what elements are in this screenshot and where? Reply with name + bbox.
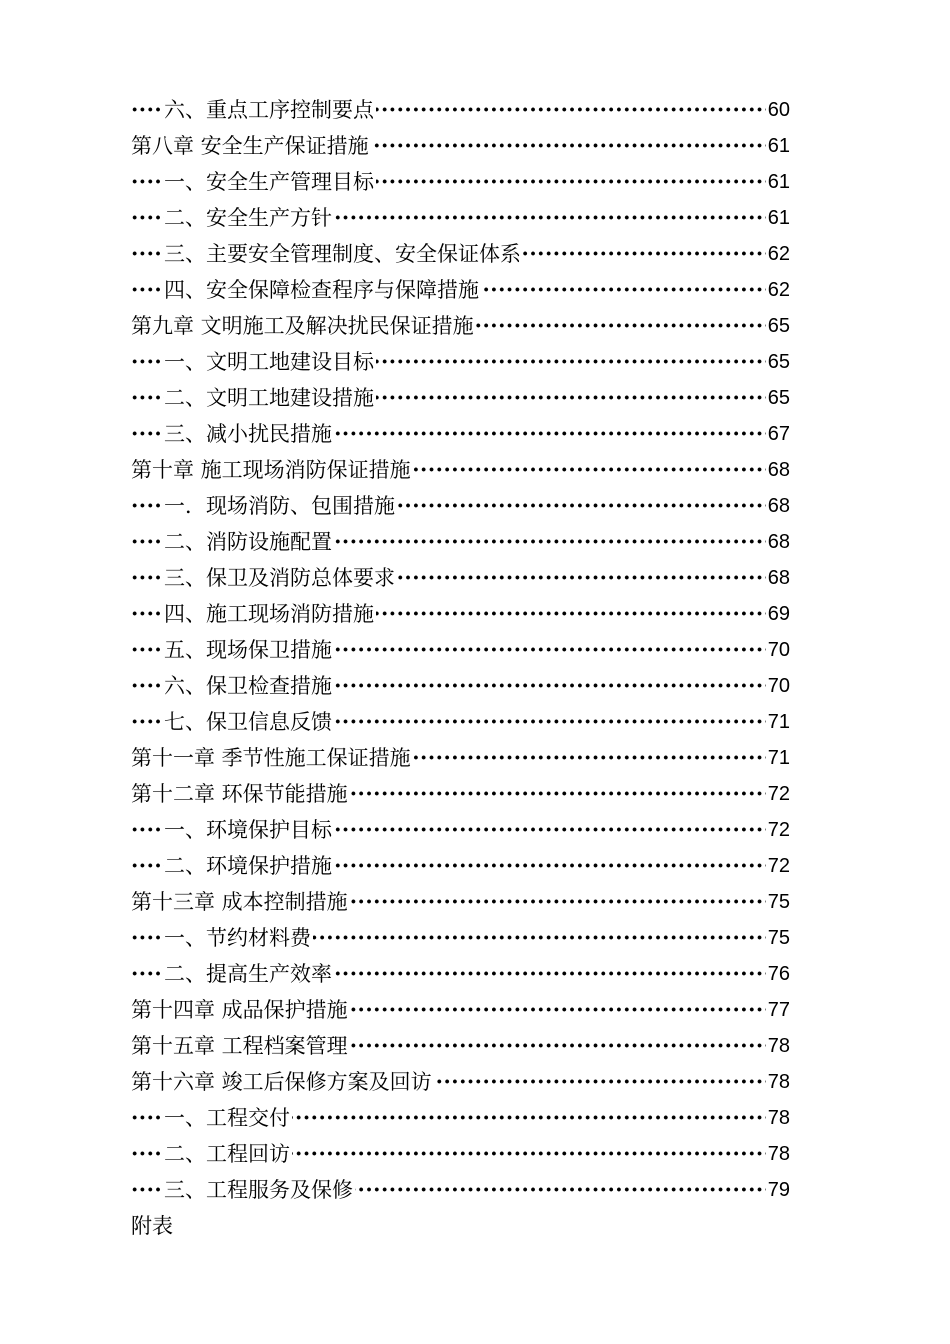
toc-page-number: 68 (766, 488, 790, 524)
toc-chapter-entry[interactable] (0, 740, 950, 776)
toc-entry-title: 第十章 施工现场消防保证措施 (131, 452, 413, 488)
toc-page-number: 70 (766, 632, 790, 668)
toc-entry-title: 一、工程交付 (164, 1100, 292, 1136)
toc-page-number: 78 (766, 1028, 790, 1064)
toc-entry-title: 第十一章 季节性施工保证措施 (131, 740, 413, 776)
toc-page-number: 61 (766, 164, 790, 200)
toc-entry-title: 一、环境保护目标 (164, 812, 334, 848)
toc-entry-title: 三、减小扰民措施 (164, 416, 334, 452)
toc-page-number: 65 (766, 380, 790, 416)
toc-page-number: 68 (766, 524, 790, 560)
toc-section-entry[interactable] (0, 560, 950, 596)
toc-page-number: 71 (766, 740, 790, 776)
toc-entry-title: 六、重点工序控制要点 (164, 92, 376, 128)
toc-page-number: 75 (766, 884, 790, 920)
toc-section-entry[interactable] (0, 812, 950, 848)
toc-page-number: 70 (766, 668, 790, 704)
toc-section-entry[interactable] (0, 668, 950, 704)
toc-page-number: 65 (766, 308, 790, 344)
toc-entry-title: 第九章 文明施工及解决扰民保证措施 (131, 308, 476, 344)
toc-page-number: 69 (766, 596, 790, 632)
toc-entry-title: 五、现场保卫措施 (164, 632, 334, 668)
toc-section-entry[interactable] (0, 164, 950, 200)
toc-section-entry[interactable] (0, 632, 950, 668)
toc-section-entry[interactable] (0, 488, 950, 524)
toc-entry-title: 一、节约材料费 (164, 920, 313, 956)
toc-page-number: 62 (766, 272, 790, 308)
toc-entry-title: 第十二章 环保节能措施 (131, 776, 350, 812)
toc-entry-title: 一、文明工地建设目标 (164, 344, 376, 380)
toc-section-entry[interactable] (0, 344, 950, 380)
toc-entry-title: 第十三章 成本控制措施 (131, 884, 350, 920)
toc-entry-title: 二、提高生产效率 (164, 956, 334, 992)
toc-chapter-entry[interactable] (0, 884, 950, 920)
toc-chapter-entry[interactable] (0, 308, 950, 344)
toc-entry-title: 第八章 安全生产保证措施 (131, 128, 371, 164)
toc-section-entry[interactable] (0, 704, 950, 740)
toc-chapter-entry[interactable] (0, 1208, 950, 1244)
toc-page-number: 77 (766, 992, 790, 1028)
toc-entry-title: 二、安全生产方针 (164, 200, 334, 236)
toc-page-number: 76 (766, 956, 790, 992)
toc-chapter-entry[interactable] (0, 992, 950, 1028)
toc-page-number: 72 (766, 848, 790, 884)
toc-section-entry[interactable] (0, 380, 950, 416)
toc-page-number: 67 (766, 416, 790, 452)
toc-chapter-entry[interactable] (0, 452, 950, 488)
toc-chapter-entry[interactable] (0, 1028, 950, 1064)
toc-section-entry[interactable] (0, 1136, 950, 1172)
toc-entry-title: 六、保卫检查措施 (164, 668, 334, 704)
toc-entry-title: 三、保卫及消防总体要求 (164, 560, 397, 596)
toc-entry-title: 二、消防设施配置 (164, 524, 334, 560)
toc-entry-title: 七、保卫信息反馈 (164, 704, 334, 740)
toc-page-number: 68 (766, 452, 790, 488)
toc-page-number: 72 (766, 812, 790, 848)
toc-entry-title: 二、工程回访 (164, 1136, 292, 1172)
toc-page-number: 60 (766, 92, 790, 128)
toc-section-entry[interactable] (0, 956, 950, 992)
table-of-contents (0, 92, 950, 1244)
toc-page-number: 62 (766, 236, 790, 272)
toc-section-entry[interactable] (0, 920, 950, 956)
toc-page-number: 79 (766, 1172, 790, 1208)
toc-page-number: 61 (766, 200, 790, 236)
toc-section-entry[interactable] (0, 1172, 950, 1208)
toc-page-number: 78 (766, 1100, 790, 1136)
toc-page-number: 72 (766, 776, 790, 812)
toc-entry-title: 一、安全生产管理目标 (164, 164, 376, 200)
toc-entry-title: 一．现场消防、包围措施 (164, 488, 397, 524)
toc-page-number: 71 (766, 704, 790, 740)
toc-entry-title: 四、安全保障检查程序与保障措施 (164, 272, 481, 308)
toc-page-number: 78 (766, 1064, 790, 1100)
toc-section-entry[interactable] (0, 1100, 950, 1136)
toc-chapter-entry[interactable] (0, 776, 950, 812)
toc-entry-title: 三、工程服务及保修 (164, 1172, 355, 1208)
toc-section-entry[interactable] (0, 524, 950, 560)
toc-section-entry[interactable] (0, 596, 950, 632)
toc-entry-title: 二、环境保护措施 (164, 848, 334, 884)
toc-page-number: 61 (766, 128, 790, 164)
toc-section-entry[interactable] (0, 416, 950, 452)
toc-entry-title: 三、主要安全管理制度、安全保证体系 (164, 236, 523, 272)
toc-entry-title: 第十五章 工程档案管理 (131, 1028, 350, 1064)
toc-entry-title: 第十四章 成品保护措施 (131, 992, 350, 1028)
toc-entry-title: 第十六章 竣工后保修方案及回访 (131, 1064, 434, 1100)
toc-chapter-entry[interactable] (0, 1064, 950, 1100)
toc-section-entry[interactable] (0, 272, 950, 308)
toc-page-number: 68 (766, 560, 790, 596)
toc-section-entry[interactable] (0, 92, 950, 128)
toc-page-number: 75 (766, 920, 790, 956)
toc-section-entry[interactable] (0, 848, 950, 884)
toc-section-entry[interactable] (0, 200, 950, 236)
toc-page-number: 78 (766, 1136, 790, 1172)
toc-entry-title: 二、文明工地建设措施 (164, 380, 376, 416)
toc-entry-title: 附表 (131, 1208, 175, 1244)
toc-chapter-entry[interactable] (0, 128, 950, 164)
toc-entry-title: 四、施工现场消防措施 (164, 596, 376, 632)
toc-page-number: 65 (766, 344, 790, 380)
toc-section-entry[interactable] (0, 236, 950, 272)
